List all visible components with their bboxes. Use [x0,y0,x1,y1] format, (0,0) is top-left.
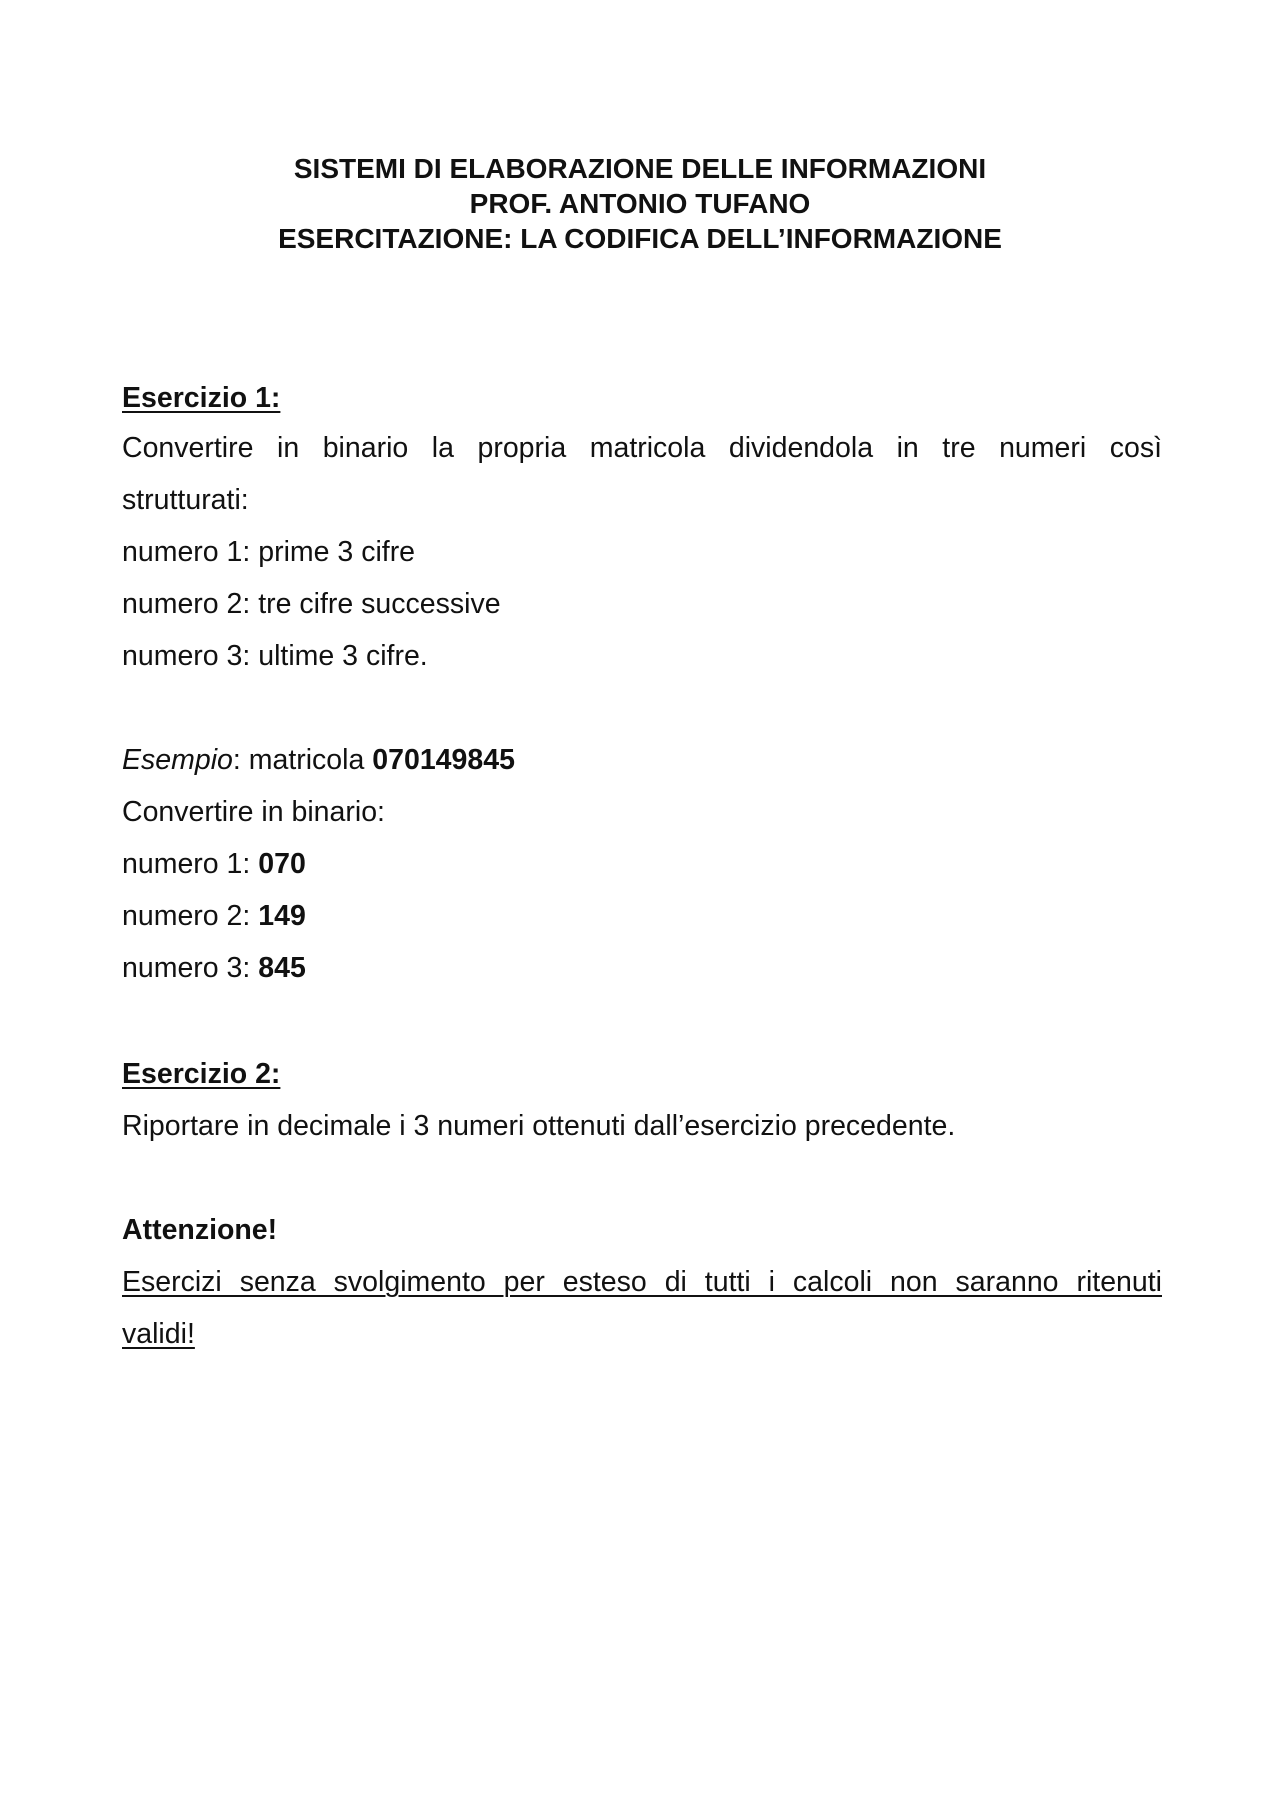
assignment-title: ESERCITAZIONE: LA CODIFICA DELL’INFORMAZIONE [278,223,1002,254]
exercise-1-item-3: numero 3: ultime 3 cifre. [122,640,428,672]
example-number-2-label: numero 2: [122,900,259,932]
exercise-1-text-line2: strutturati: [122,484,249,516]
warning-text-line2: validi! [122,1318,195,1350]
example-matricola: 070149845 [372,744,515,776]
example-number-3-label: numero 3: [122,952,259,984]
example-number-2-value: 149 [258,900,306,932]
example-number-1-label: numero 1: [122,848,259,880]
example-number-3 [122,951,1162,985]
warning-text-line1: Esercizi senza svolgimento per esteso di tutti i calcoli non saranno ritenuti [122,1266,1162,1298]
exercise-1-text-line1: Convertire in binario la propria matricola dividendola in tre numeri così [122,432,1162,464]
example-text: : matricola [232,744,373,776]
course-title: SISTEMI DI ELABORAZIONE DELLE INFORMAZIONI [293,153,987,184]
exercise-1-item-2: numero 2: tre cifre successive [122,588,501,620]
example-number-3-value: 845 [258,952,306,984]
example-number-2 [122,899,1162,933]
example-number-1-value: 070 [258,848,306,880]
professor-name: PROF. ANTONIO TUFANO [469,188,811,219]
example-line [122,743,1162,777]
convert-instruction: Convertire in binario: [122,796,385,828]
document-header [0,151,1280,256]
exercise-2-text: Riportare in decimale i 3 numeri ottenuti dall’esercizio precedente. [122,1110,956,1142]
exercise-1-item-1: numero 1: prime 3 cifre [122,536,416,568]
example-number-1 [122,847,1162,881]
warning-title: Attenzione! [122,1214,278,1246]
exercise-1-title: Esercizio 1: [122,382,281,414]
exercise-2-title: Esercizio 2: [122,1058,281,1090]
example-label: Esempio [122,744,233,776]
